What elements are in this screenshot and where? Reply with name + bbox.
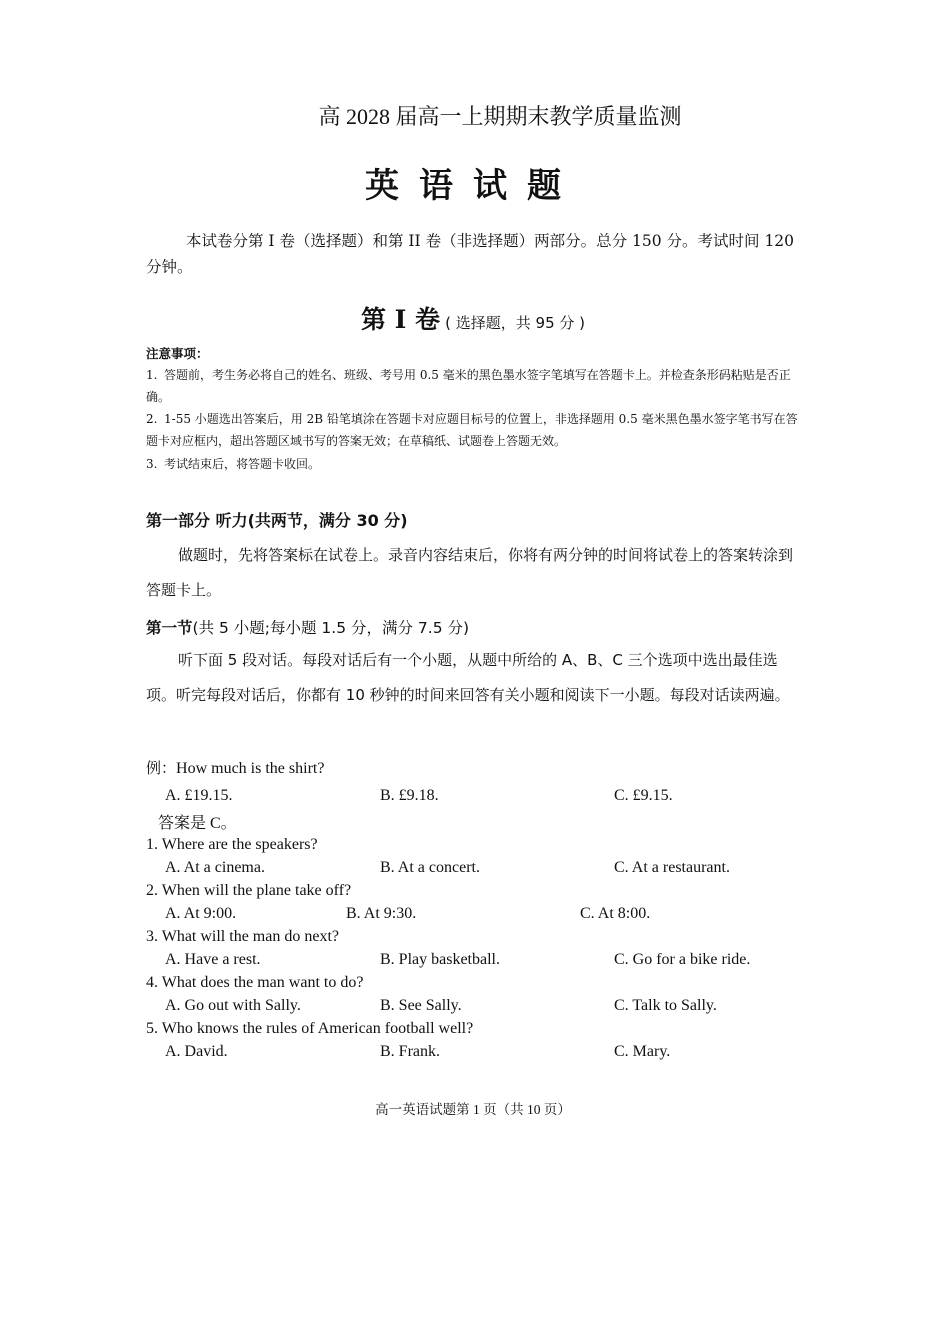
- volume-title: [0, 300, 946, 336]
- note-item: 3. 考试结束后，将答题卡收回。: [146, 457, 321, 471]
- question-5: 5. Who knows the rules of American football well?: [146, 1020, 474, 1037]
- volume-title-main: 第 I 卷: [360, 305, 441, 334]
- example-question: 例：How much is the shirt?: [146, 759, 325, 777]
- q4-option-c: C. Talk to Sally.: [614, 997, 717, 1014]
- q3-option-c: C. Go for a bike ride.: [614, 951, 751, 968]
- section1-instructions: 听下面 5 段对话。每段对话后有一个小题，从题中所给的 A、B、C 三个选项中选出最佳选项。听完每段对话后，你都有 10 秒钟的时间来回答有关小题和阅读下一小题。每段对话读两遍。: [146, 651, 790, 704]
- note-item: 1. 答题前，考生务必将自己的姓名、班级、考号用 0.5 毫米的黑色墨水签字笔填写在答题卡上。并检查条形码粘贴是否正确。: [146, 368, 791, 404]
- question-3: 3. What will the man do next?: [146, 928, 339, 945]
- example-option-b: B. £9.18.: [380, 787, 439, 804]
- question-2: 2. When will the plane take off?: [146, 882, 352, 899]
- notes-heading: 注意事项：: [146, 346, 209, 361]
- q5-option-a: A. David.: [165, 1043, 228, 1060]
- q3-option-b: B. Play basketball.: [380, 951, 500, 968]
- subject-title: 英语试题: [365, 166, 581, 206]
- q3-option-a: A. Have a rest.: [165, 951, 261, 968]
- q1-option-c: C. At a restaurant.: [614, 859, 730, 876]
- example-option-c: C. £9.15.: [614, 787, 673, 804]
- q1-option-a: A. At a cinema.: [165, 859, 265, 876]
- question-1: 1. Where are the speakers?: [146, 836, 318, 853]
- intro-paragraph: 本试卷分第 I 卷（选择题）和第 II 卷（非选择题）两部分。总分 150 分。考试时间 120 分钟。: [146, 232, 795, 276]
- page-footer: 高一英语试题第 1 页（共 10 页）: [375, 1102, 571, 1117]
- q2-option-c: C. At 8:00.: [580, 905, 651, 922]
- q5-option-c: C. Mary.: [614, 1043, 671, 1060]
- note-item: 2. 1-55 小题选出答案后，用 2B 铅笔填涂在答题卡对应题目标号的位置上，非选择题用 0.5 毫米黑色墨水签字笔书写在答题卡对应框内，超出答题区域书写的答案无效；在草稿纸、试题卷上答题无效。: [146, 412, 798, 448]
- part1-title: 第一部分 听力(共两节，满分 30 分): [146, 511, 408, 530]
- q5-option-b: B. Frank.: [380, 1043, 440, 1060]
- q1-option-b: B. At a concert.: [380, 859, 480, 876]
- q4-option-a: A. Go out with Sally.: [165, 997, 301, 1014]
- q2-option-b: B. At 9:30.: [346, 905, 417, 922]
- question-4: 4. What does the man want to do?: [146, 974, 364, 991]
- volume-title-sub: ( 选择题，共 95 分 ): [445, 314, 586, 332]
- section1-title: 第一节(共 5 小题;每小题 1.5 分，满分 7.5 分): [146, 619, 470, 637]
- part1-instructions: 做题时，先将答案标在试卷上。录音内容结束后，你将有两分钟的时间将试卷上的答案转涂到答题卡上。: [146, 546, 794, 599]
- example-option-a: A. £19.15.: [165, 787, 233, 804]
- q2-option-a: A. At 9:00.: [165, 905, 237, 922]
- exam-title: 高 2028 届高一上期期末教学质量监测: [318, 104, 682, 129]
- q4-option-b: B. See Sally.: [380, 997, 462, 1014]
- example-answer: 答案是 C。: [158, 815, 237, 832]
